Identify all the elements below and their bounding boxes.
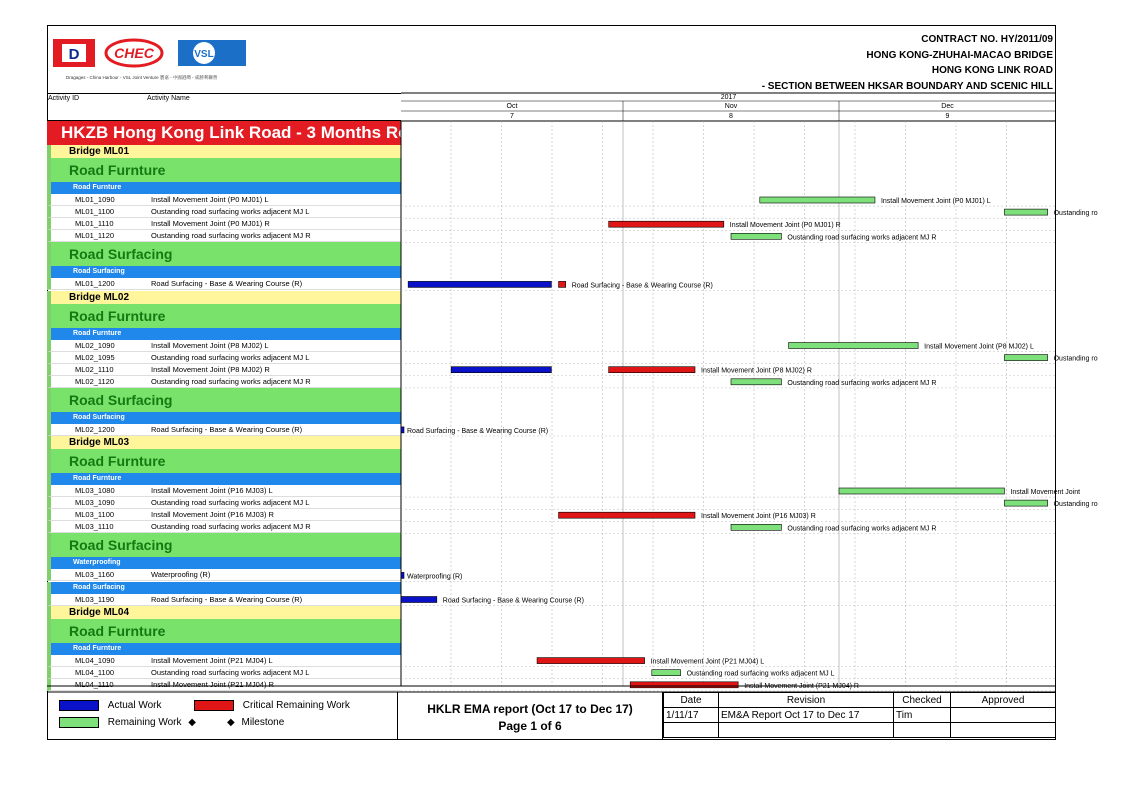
activity-id: ML01_1110: [75, 219, 114, 229]
rev-empty-cell: [951, 723, 1056, 738]
vsl-mark: VSL: [194, 49, 214, 60]
section-group-header: Road Surfacing: [47, 242, 401, 266]
activity-id: ML02_1200: [75, 424, 115, 434]
gantt-bar-critical: [609, 221, 724, 227]
activity-id: ML03_1090: [75, 498, 115, 508]
milestone-icon: ◆: [188, 717, 196, 729]
rev-empty-cell: [719, 723, 894, 738]
critical-swatch: [194, 700, 234, 711]
bar-label: Install Movement Joint (P0 MJ01) R: [729, 222, 841, 230]
section-group-header: Road Furnture: [47, 619, 401, 643]
bar-label: Install Movement Joint (P8 MJ02) L: [924, 343, 1034, 351]
page-number: Page 1 of 6: [498, 719, 562, 733]
subsection-header: Road Furnture: [47, 643, 401, 655]
contract-line: - SECTION BETWEEN HKSAR BOUNDARY AND SCENIC HILL: [761, 80, 1053, 92]
activity-id: ML02_1110: [75, 364, 114, 374]
legend-actual: [59, 700, 162, 711]
programme-title: HKZB Hong Kong Link Road - 3 Months Rolling Programme: [47, 121, 401, 145]
activity-name: Oustanding road surfacing works adjacent MJ L: [151, 352, 310, 362]
contract-line: CONTRACT NO. HY/2011/09: [921, 34, 1053, 45]
activity-id: ML03_1080: [75, 486, 115, 495]
activity-id: ML04_1110: [75, 679, 114, 689]
bar-label: Road Surfacing - Base & Wearing Course (R): [442, 597, 584, 605]
activity-name: Oustanding road surfacing works adjacent MJ R: [151, 522, 311, 532]
gantt-bar-critical: [537, 658, 645, 664]
activity-name: Waterproofing (R): [151, 570, 211, 580]
section-group-header: Road Furnture: [47, 158, 401, 182]
legend-actual-label: Actual Work: [107, 700, 162, 712]
activity-id: ML01_1100: [75, 207, 115, 217]
subsection-header: Road Surfacing: [47, 412, 401, 424]
gantt-bar-critical: [630, 682, 738, 688]
bar-label: Install Movement Joint (P16 MJ03) R: [701, 513, 816, 521]
bar-label: Oustanding ro: [1053, 355, 1098, 363]
gantt-bar-actual: [401, 572, 404, 578]
rev-approved: [951, 708, 1056, 723]
subsection-header: Road Furnture: [47, 182, 401, 194]
rev-empty-cell: [664, 723, 719, 738]
rev-description: EM&A Report Oct 17 to Dec 17: [719, 708, 894, 723]
bar-label: Oustanding road surfacing works adjacent MJ R: [787, 379, 937, 387]
activity-name: Install Movement Joint (P16 MJ03) L: [151, 486, 273, 495]
gantt-bar-actual: [401, 597, 437, 603]
legend: [47, 692, 397, 740]
gantt-bar-remaining: [789, 343, 919, 349]
rev-empty-cell: [894, 723, 951, 738]
rev-header-approved: Approved: [951, 693, 1056, 708]
activity-name: Install Movement Joint (P8 MJ02) R: [151, 364, 270, 374]
contract-line: HONG KONG-ZHUHAI-MACAO BRIDGE: [866, 49, 1053, 61]
activity-id: ML04_1090: [75, 655, 115, 665]
bar-label: Oustanding road surfacing works adjacent MJ R: [787, 525, 937, 533]
bar-label: Oustanding ro: [1053, 210, 1098, 218]
bar-label: Install Movement Joint: [1010, 489, 1081, 496]
activity-id: ML04_1100: [75, 667, 115, 677]
legend-remaining-label: Remaining Work: [107, 717, 182, 729]
gantt-bar-remaining: [731, 233, 781, 239]
activity-id: ML03_1100: [75, 510, 115, 520]
activity-name: Install Movement Joint (P8 MJ02) L: [151, 340, 269, 350]
gantt-bar-remaining: [760, 197, 875, 203]
bar-label: Oustanding road surfacing works adjacent MJ L: [686, 670, 835, 678]
bar-label: Waterproofing (R): [407, 573, 463, 581]
activity-name: Install Movement Joint (P0 MJ01) L: [151, 195, 269, 204]
bar-label: Oustanding road surfacing works adjacent MJ R: [787, 234, 937, 242]
bar-label: Oustanding ro: [1053, 501, 1098, 509]
activity-id: ML01_1090: [75, 195, 115, 204]
bar-label: Install Movement Joint (P0 MJ01) L: [880, 198, 991, 205]
activity-name: Oustanding road surfacing works adjacent MJ R: [151, 376, 311, 386]
bridge-group-header: Bridge ML02: [47, 291, 401, 304]
bridge-group-header: Bridge ML04: [47, 606, 401, 619]
activity-name: Install Movement Joint (P21 MJ04) L: [151, 655, 273, 665]
timescale-quarter: 9: [945, 113, 950, 120]
milestone-icon: ◆: [227, 717, 235, 728]
bar-label: Install Movement Joint (P8 MJ02) R: [701, 367, 812, 375]
activity-id: ML02_1090: [75, 340, 115, 350]
legend-critical-label: Critical Remaining Work: [242, 700, 350, 712]
activity-name: Install Movement Joint (P16 MJ03) R: [151, 510, 274, 520]
activity-id: ML03_1160: [75, 570, 115, 580]
gantt-bar-actual: [401, 427, 404, 433]
logo-caption: Dragages - China Harbour - VSL Joint Venture 寶嘉 - 中國港灣 - 威勝利聯營: [66, 75, 218, 80]
activity-name: Road Surfacing - Base & Wearing Course (R): [151, 424, 303, 434]
timescale-quarter: 8: [729, 113, 733, 120]
remaining-swatch: [59, 717, 99, 728]
rev-header-revision: Revision: [719, 693, 894, 708]
rev-header-checked: Checked: [894, 693, 951, 708]
gantt-bar-remaining: [731, 379, 781, 385]
activity-name: Install Movement Joint (P21 MJ04) R: [151, 679, 274, 689]
activity-id: ML03_1110: [75, 522, 114, 532]
legend-milestone: [227, 717, 284, 728]
activity-name: Install Movement Joint (P0 MJ01) R: [151, 219, 270, 229]
legend-milestone-label: Milestone: [241, 717, 285, 728]
activity-name: Road Surfacing - Base & Wearing Course (R): [151, 594, 303, 604]
activity-id-header: Activity ID: [48, 95, 80, 102]
dragages-mark: D: [68, 46, 80, 63]
activity-name: Road Surfacing - Base & Wearing Course (R): [151, 279, 303, 289]
gantt-bar-remaining: [839, 488, 1004, 494]
contract-line: HONG KONG LINK ROAD: [931, 65, 1053, 76]
subsection-header: Road Surfacing: [47, 266, 401, 278]
bar-label: Road Surfacing - Base & Wearing Course (R): [571, 282, 713, 290]
subsection-header: Road Furnture: [47, 328, 401, 340]
gantt-bar-remaining: [1004, 209, 1047, 215]
section-group-header: Road Surfacing: [47, 533, 401, 557]
timescale-month: Nov: [724, 103, 738, 110]
report-title: HKLR EMA report (Oct 17 to Dec 17): [427, 702, 633, 716]
section-group-header: Road Furnture: [47, 449, 401, 473]
activity-id: ML03_1190: [75, 594, 115, 604]
subsection-header: Road Surfacing: [47, 582, 401, 594]
revision-table: [663, 692, 1056, 740]
activity-name: Oustanding road surfacing works adjacent MJ L: [151, 667, 310, 677]
gantt-bar-actual: [451, 367, 551, 373]
activity-id: ML02_1120: [75, 376, 115, 386]
legend-remaining: [59, 717, 196, 728]
activity-name: Oustanding road surfacing works adjacent MJ R: [151, 231, 311, 241]
actual-swatch: [59, 700, 99, 711]
timescale-month: Dec: [941, 103, 954, 110]
gantt-bar-actual: [408, 281, 551, 287]
gantt-bar-remaining: [731, 524, 781, 530]
section-group-header: Road Surfacing: [47, 388, 401, 412]
section-group-header: Road Furnture: [47, 304, 401, 328]
gantt-bar-remaining: [652, 670, 681, 676]
gantt-bar-remaining: [1004, 500, 1047, 506]
gantt-bar-critical: [559, 512, 695, 518]
report-title-block: [397, 692, 663, 740]
bar-label: Install Movement Joint (P21 MJ04) R: [744, 682, 859, 690]
bridge-group-header: Bridge ML01: [47, 145, 401, 158]
timescale-quarter: 7: [510, 113, 514, 120]
timescale-month: Oct: [506, 103, 518, 110]
activity-id: ML02_1095: [75, 352, 115, 362]
bar-label: Install Movement Joint (P21 MJ04) L: [650, 658, 765, 666]
gantt-bar-remaining: [1004, 355, 1047, 361]
rev-header-date: Date: [664, 693, 719, 708]
activity-name: Oustanding road surfacing works adjacent MJ L: [151, 498, 310, 508]
bar-label: Road Surfacing - Base & Wearing Course (R): [407, 427, 549, 435]
timescale-year: 2017: [720, 94, 737, 101]
gantt-bar-critical: [559, 281, 566, 287]
rev-checked: Tim: [894, 708, 951, 723]
legend-critical: [194, 700, 350, 711]
chec-mark: CHEC: [114, 45, 154, 61]
activity-id: ML01_1120: [75, 231, 115, 241]
rev-date: 1/11/17: [664, 708, 719, 723]
subsection-header: Waterproofing: [47, 557, 401, 569]
bridge-group-header: Bridge ML03: [47, 436, 401, 449]
subsection-header: Road Furnture: [47, 473, 401, 485]
activity-id: ML01_1200: [75, 279, 115, 289]
activity-name: Oustanding road surfacing works adjacent MJ L: [151, 207, 310, 217]
gantt-bar-critical: [609, 367, 695, 373]
activity-name-header: Activity Name: [147, 95, 190, 102]
